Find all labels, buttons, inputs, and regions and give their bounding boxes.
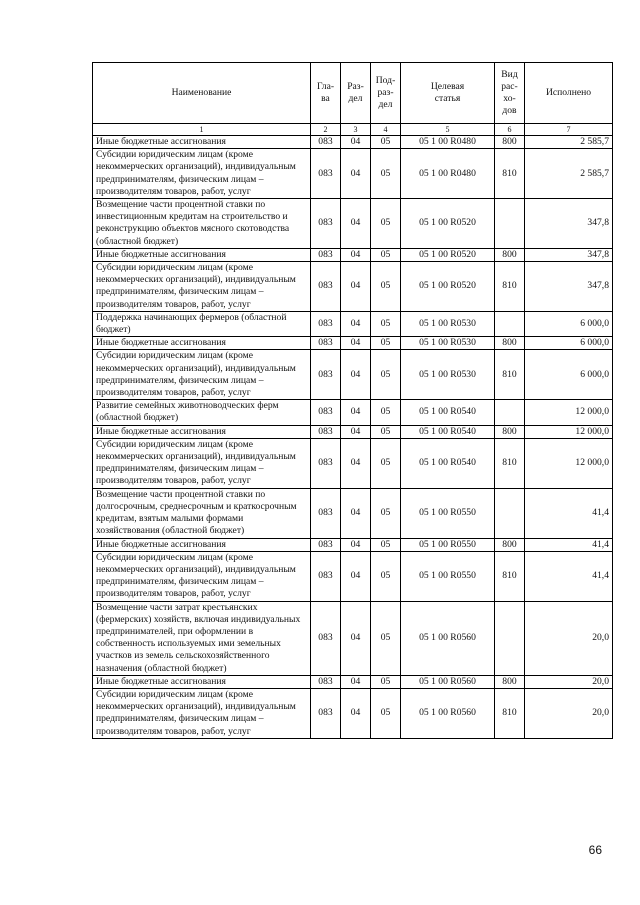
column-number: 4 bbox=[371, 124, 401, 136]
cell-subsection: 05 bbox=[371, 248, 401, 261]
cell-chapter: 083 bbox=[311, 248, 341, 261]
cell-target: 05 1 00 R0560 bbox=[401, 601, 495, 675]
cell-chapter: 083 bbox=[311, 400, 341, 425]
column-number: 2 bbox=[311, 124, 341, 136]
budget-execution-table bbox=[92, 62, 613, 739]
cell-section: 04 bbox=[341, 262, 371, 312]
cell-target: 05 1 00 R0560 bbox=[401, 688, 495, 738]
cell-section: 04 bbox=[341, 199, 371, 249]
cell-target: 05 1 00 R0540 bbox=[401, 400, 495, 425]
cell-chapter: 083 bbox=[311, 551, 341, 601]
cell-chapter: 083 bbox=[311, 136, 341, 149]
cell-amount: 2 585,7 bbox=[525, 149, 613, 199]
cell-section: 04 bbox=[341, 551, 371, 601]
cell-target: 05 1 00 R0550 bbox=[401, 538, 495, 551]
cell-section: 04 bbox=[341, 601, 371, 675]
cell-name: Иные бюджетные ассигнования bbox=[93, 538, 311, 551]
column-number: 6 bbox=[495, 124, 525, 136]
cell-expense-type bbox=[495, 601, 525, 675]
cell-name: Иные бюджетные ассигнования bbox=[93, 675, 311, 688]
table-row bbox=[93, 337, 613, 350]
cell-name: Возмещение части процентной ставки по долгосрочным, среднесрочным и краткосрочным кредитам, взятым малыми формами хозяйствования (областной бюджет) bbox=[93, 488, 311, 538]
cell-subsection: 05 bbox=[371, 538, 401, 551]
cell-name: Развитие семейных животноводческих ферм (областной бюджет) bbox=[93, 400, 311, 425]
cell-amount: 2 585,7 bbox=[525, 136, 613, 149]
cell-name: Иные бюджетные ассигнования bbox=[93, 425, 311, 438]
column-number: 7 bbox=[525, 124, 613, 136]
header-executed: Исполнено bbox=[525, 63, 613, 124]
cell-chapter: 083 bbox=[311, 488, 341, 538]
cell-target: 05 1 00 R0540 bbox=[401, 425, 495, 438]
cell-amount: 20,0 bbox=[525, 601, 613, 675]
cell-expense-type: 810 bbox=[495, 438, 525, 488]
table-row bbox=[93, 311, 613, 336]
cell-section: 04 bbox=[341, 675, 371, 688]
cell-amount: 6 000,0 bbox=[525, 311, 613, 336]
cell-chapter: 083 bbox=[311, 350, 341, 400]
header-target: Целевая статья bbox=[401, 63, 495, 124]
cell-amount: 41,4 bbox=[525, 488, 613, 538]
table-row bbox=[93, 688, 613, 738]
cell-subsection: 05 bbox=[371, 601, 401, 675]
cell-amount: 12 000,0 bbox=[525, 438, 613, 488]
cell-chapter: 083 bbox=[311, 538, 341, 551]
column-number: 3 bbox=[341, 124, 371, 136]
header-chapter: Гла- ва bbox=[311, 63, 341, 124]
cell-target: 05 1 00 R0550 bbox=[401, 488, 495, 538]
table-row bbox=[93, 400, 613, 425]
cell-amount: 12 000,0 bbox=[525, 425, 613, 438]
cell-chapter: 083 bbox=[311, 262, 341, 312]
cell-expense-type bbox=[495, 311, 525, 336]
cell-subsection: 05 bbox=[371, 425, 401, 438]
cell-section: 04 bbox=[341, 149, 371, 199]
cell-section: 04 bbox=[341, 400, 371, 425]
table-row bbox=[93, 199, 613, 249]
cell-subsection: 05 bbox=[371, 311, 401, 336]
header-expense-type: Вид рас- хо- дов bbox=[495, 63, 525, 124]
column-number: 5 bbox=[401, 124, 495, 136]
cell-amount: 347,8 bbox=[525, 248, 613, 261]
cell-amount: 347,8 bbox=[525, 199, 613, 249]
cell-expense-type: 810 bbox=[495, 350, 525, 400]
table-row bbox=[93, 425, 613, 438]
cell-name: Субсидии юридическим лицам (кроме некоммерческих организаций), индивидуальным предпринимателям, физическим лицам – производителям товаров, работ, услуг bbox=[93, 688, 311, 738]
table-row bbox=[93, 538, 613, 551]
cell-target: 05 1 00 R0530 bbox=[401, 311, 495, 336]
cell-expense-type: 800 bbox=[495, 538, 525, 551]
cell-amount: 41,4 bbox=[525, 551, 613, 601]
header-section: Раз- дел bbox=[341, 63, 371, 124]
table-row bbox=[93, 675, 613, 688]
cell-subsection: 05 bbox=[371, 488, 401, 538]
cell-section: 04 bbox=[341, 350, 371, 400]
cell-target: 05 1 00 R0520 bbox=[401, 199, 495, 249]
cell-expense-type bbox=[495, 400, 525, 425]
table-body bbox=[93, 136, 613, 739]
table-row bbox=[93, 551, 613, 601]
cell-name: Субсидии юридическим лицам (кроме некоммерческих организаций), индивидуальным предпринимателям, физическим лицам – производителям товаров, работ, услуг bbox=[93, 350, 311, 400]
cell-expense-type: 810 bbox=[495, 551, 525, 601]
cell-amount: 6 000,0 bbox=[525, 337, 613, 350]
cell-expense-type: 800 bbox=[495, 337, 525, 350]
cell-target: 05 1 00 R0540 bbox=[401, 438, 495, 488]
table-row bbox=[93, 350, 613, 400]
cell-name: Субсидии юридическим лицам (кроме некоммерческих организаций), индивидуальным предпринимателям, физическим лицам – производителям товаров, работ, услуг bbox=[93, 262, 311, 312]
cell-subsection: 05 bbox=[371, 136, 401, 149]
cell-section: 04 bbox=[341, 136, 371, 149]
table-row bbox=[93, 149, 613, 199]
cell-expense-type: 800 bbox=[495, 675, 525, 688]
cell-expense-type bbox=[495, 199, 525, 249]
cell-chapter: 083 bbox=[311, 149, 341, 199]
cell-section: 04 bbox=[341, 248, 371, 261]
cell-expense-type: 800 bbox=[495, 248, 525, 261]
cell-chapter: 083 bbox=[311, 337, 341, 350]
cell-amount: 20,0 bbox=[525, 675, 613, 688]
cell-subsection: 05 bbox=[371, 149, 401, 199]
cell-target: 05 1 00 R0530 bbox=[401, 350, 495, 400]
cell-subsection: 05 bbox=[371, 551, 401, 601]
cell-expense-type: 800 bbox=[495, 136, 525, 149]
cell-name: Иные бюджетные ассигнования bbox=[93, 136, 311, 149]
column-number-row bbox=[93, 124, 613, 136]
header-name: Наименование bbox=[93, 63, 311, 124]
cell-section: 04 bbox=[341, 488, 371, 538]
cell-expense-type: 810 bbox=[495, 262, 525, 312]
cell-expense-type bbox=[495, 488, 525, 538]
cell-name: Субсидии юридическим лицам (кроме некоммерческих организаций), индивидуальным предпринимателям, физическим лицам – производителям товаров, работ, услуг bbox=[93, 551, 311, 601]
cell-chapter: 083 bbox=[311, 425, 341, 438]
cell-name: Субсидии юридическим лицам (кроме некоммерческих организаций), индивидуальным предпринимателям, физическим лицам – производителям товаров, работ, услуг bbox=[93, 438, 311, 488]
cell-section: 04 bbox=[341, 425, 371, 438]
cell-subsection: 05 bbox=[371, 199, 401, 249]
cell-amount: 6 000,0 bbox=[525, 350, 613, 400]
cell-section: 04 bbox=[341, 538, 371, 551]
cell-chapter: 083 bbox=[311, 199, 341, 249]
table-row bbox=[93, 262, 613, 312]
cell-section: 04 bbox=[341, 311, 371, 336]
cell-subsection: 05 bbox=[371, 337, 401, 350]
cell-name: Поддержка начинающих фермеров (областной бюджет) bbox=[93, 311, 311, 336]
cell-subsection: 05 bbox=[371, 350, 401, 400]
cell-name: Иные бюджетные ассигнования bbox=[93, 337, 311, 350]
cell-amount: 41,4 bbox=[525, 538, 613, 551]
cell-amount: 20,0 bbox=[525, 688, 613, 738]
header-row bbox=[93, 63, 613, 124]
table-row bbox=[93, 248, 613, 261]
cell-section: 04 bbox=[341, 337, 371, 350]
cell-target: 05 1 00 R0520 bbox=[401, 262, 495, 312]
table-row bbox=[93, 488, 613, 538]
cell-expense-type: 800 bbox=[495, 425, 525, 438]
cell-subsection: 05 bbox=[371, 675, 401, 688]
cell-subsection: 05 bbox=[371, 400, 401, 425]
cell-target: 05 1 00 R0550 bbox=[401, 551, 495, 601]
cell-target: 05 1 00 R0530 bbox=[401, 337, 495, 350]
cell-target: 05 1 00 R0480 bbox=[401, 136, 495, 149]
cell-name: Возмещение части затрат крестьянских (фермерских) хозяйств, включая индивидуальных предпринимателей, при оформлении в собственность используемых ими земельных участков из земель сельскохозяйственного назначения (областной бюджет) bbox=[93, 601, 311, 675]
cell-target: 05 1 00 R0480 bbox=[401, 149, 495, 199]
cell-chapter: 083 bbox=[311, 601, 341, 675]
cell-chapter: 083 bbox=[311, 311, 341, 336]
cell-name: Иные бюджетные ассигнования bbox=[93, 248, 311, 261]
cell-name: Возмещение части процентной ставки по инвестиционным кредитам на строительство и реконструкцию объектов мясного скотоводства (областной бюджет) bbox=[93, 199, 311, 249]
table-row bbox=[93, 601, 613, 675]
cell-subsection: 05 bbox=[371, 688, 401, 738]
cell-chapter: 083 bbox=[311, 688, 341, 738]
table-row bbox=[93, 438, 613, 488]
cell-amount: 347,8 bbox=[525, 262, 613, 312]
cell-section: 04 bbox=[341, 688, 371, 738]
cell-subsection: 05 bbox=[371, 438, 401, 488]
cell-chapter: 083 bbox=[311, 438, 341, 488]
cell-expense-type: 810 bbox=[495, 149, 525, 199]
cell-target: 05 1 00 R0520 bbox=[401, 248, 495, 261]
cell-section: 04 bbox=[341, 438, 371, 488]
cell-chapter: 083 bbox=[311, 675, 341, 688]
cell-amount: 12 000,0 bbox=[525, 400, 613, 425]
cell-target: 05 1 00 R0560 bbox=[401, 675, 495, 688]
cell-expense-type: 810 bbox=[495, 688, 525, 738]
page-number: 66 bbox=[588, 843, 602, 857]
cell-name: Субсидии юридическим лицам (кроме некоммерческих организаций), индивидуальным предпринимателям, физическим лицам – производителям товаров, работ, услуг bbox=[93, 149, 311, 199]
column-number: 1 bbox=[93, 124, 311, 136]
table-row bbox=[93, 136, 613, 149]
cell-subsection: 05 bbox=[371, 262, 401, 312]
header-subsection: Под- раз- дел bbox=[371, 63, 401, 124]
